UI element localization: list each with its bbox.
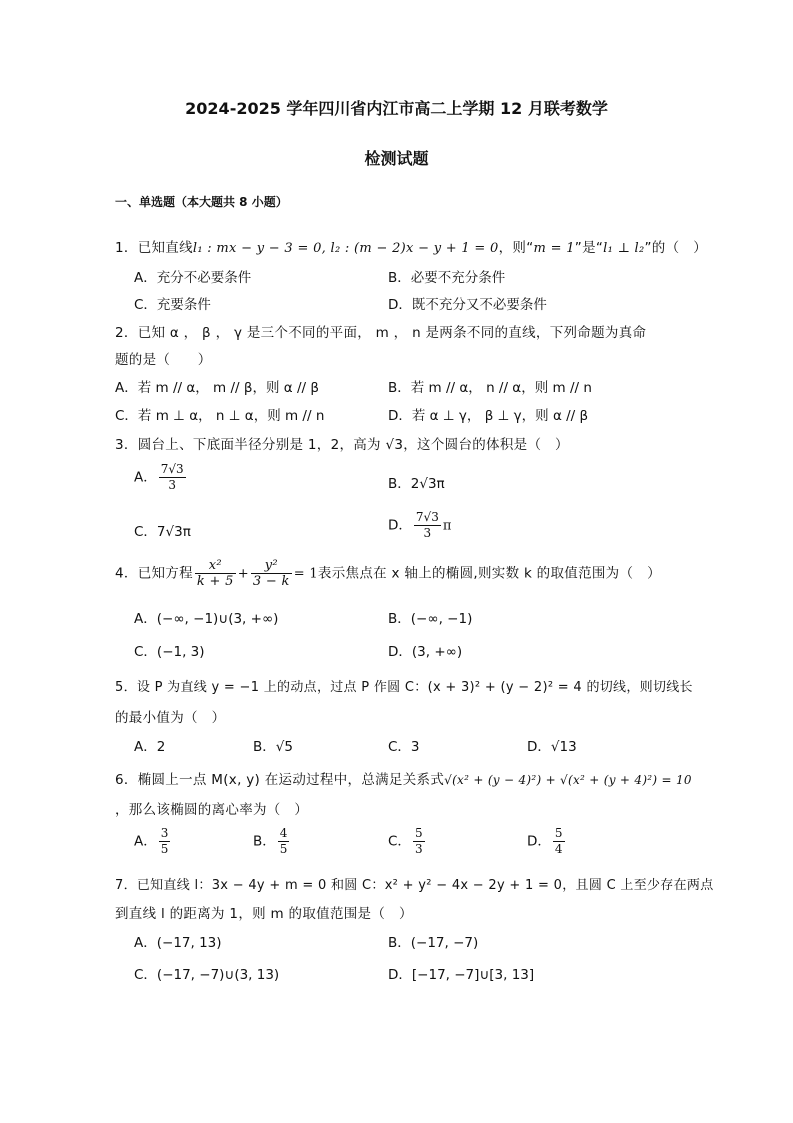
question-4-text-2: 表示焦点在 x 轴上的椭圆,则实数 k 的取值范围为（ ） [317,565,661,582]
question-6-option-b-label: B． [253,833,276,850]
question-3-option-d-label: D． [388,517,412,534]
question-5-line-1: 5．设 P 为直线 y = −1 上的动点，过点 P 作圆 C：(x + 3)² + (y − 2)² = 4 的切线，则切线长 [115,680,693,695]
question-6-line-1 [115,768,692,788]
question-6-option-c-num: 5 [414,826,423,840]
page-subtitle: 检测试题 [364,149,429,168]
question-7-option-c: C．(−17, −7)∪(3, 13) [134,967,280,983]
question-1-number: 1． [115,240,138,256]
question-3-option-c: C．7√3π [134,524,191,540]
question-6-option-d-label: D． [527,833,551,850]
question-1-text-3: ”是“ [574,240,604,256]
question-1-option-a: A．充分不必要条件 [134,270,252,286]
question-3-option-a-label: A． [134,469,157,486]
question-6-option-b [253,826,291,857]
question-7-option-b: B．(−17, −7) [388,935,479,951]
question-4-text-1: 4．已知方程 [115,565,193,582]
question-2-option-b: B．若 m // α， n // α，则 m // n [388,380,592,396]
question-4-fraction-x-den: k + 5 [196,574,234,589]
question-3-option-a [134,462,188,493]
question-5-option-c: C．3 [388,739,420,755]
question-5-option-d: D．√13 [527,739,577,755]
question-3-option-d-numerator: 7√3 [415,510,439,524]
question-4-fraction-y-den: 3 − k [252,574,290,589]
question-3-option-d-pi: π [442,518,452,534]
question-6-option-d-den: 4 [554,842,563,856]
question-3-text: 3．圆台上、下底面半径分别是 1，2，高为 √3，这个圆台的体积是（ ） [115,437,569,453]
question-6-line-2: ，那么该椭圆的离心率为（ ） [115,802,309,818]
question-3-option-b: B．2√3π [388,476,445,492]
question-3-option-a-numerator: 7√3 [160,462,184,476]
question-4-option-c: C．(−1, 3) [134,644,205,660]
question-4-option-d: D．(3, +∞) [388,644,463,660]
question-4-fraction-y [251,558,292,589]
question-6-option-d-fraction [553,826,565,857]
question-1-option-d: D．既不充分又不必要条件 [388,297,547,313]
question-6-option-a-num: 3 [160,826,169,840]
question-5-option-b: B．√5 [253,739,293,755]
question-6-option-b-den: 5 [279,842,288,856]
question-1-math-lines: l₁ : mx − y − 3 = 0, l₂ : (m − 2)x − y + 1 = 0 [192,241,499,256]
question-1-option-b: B．必要不充分条件 [388,270,506,286]
question-6-relation: √(x² + (y − 4)²) + √(x² + (y + 4)²) = 10 [444,773,692,787]
question-4-option-b: B．(−∞, −1) [388,611,473,627]
question-3-option-a-fraction [159,462,186,493]
question-5-line-2: 的最小值为（ ） [115,710,226,726]
question-2-option-a: A．若 m // α， m // β，则 α // β [115,380,319,396]
question-1 [115,236,707,256]
question-3-option-d-fraction [414,510,441,541]
question-2-option-d: D．若 α ⊥ γ， β ⊥ γ，则 α // β [388,408,589,424]
question-2-option-c: C．若 m ⊥ α， n ⊥ α，则 m // n [115,408,325,424]
question-1-math-perp: l₁ ⊥ l₂ [603,241,645,256]
question-3-option-a-denominator: 3 [168,478,177,492]
question-7-option-a: A．(−17, 13) [134,935,222,951]
question-6-option-a-label: A． [134,833,157,850]
question-1-option-c: C．充要条件 [134,297,211,313]
question-6-option-a-den: 5 [160,842,169,856]
question-4-equals: = 1 [293,566,318,582]
question-1-text: 已知直线 [137,240,193,256]
question-2-line-2: 题的是（ ） [115,352,212,368]
question-4-text [115,558,661,589]
question-5-option-a: A．2 [134,739,166,755]
question-1-math-m: m = 1 [533,241,575,256]
question-7-option-d: D．[−17, −7]∪[3, 13] [388,967,535,983]
page-title: 2024-2025 学年四川省内江市高二上学期 12 月联考数学 [185,99,608,118]
question-4-option-a: A．(−∞, −1)∪(3, +∞) [134,611,279,627]
question-4-plus: + [237,566,249,582]
question-4-fraction-x-num: x² [195,558,236,574]
question-6-option-c-fraction [413,826,425,857]
question-6-option-d [527,826,567,857]
question-6-option-c-den: 3 [414,842,423,856]
question-6-option-a-fraction [159,826,171,857]
question-6-text-1: 6．椭圆上一点 M(x, y) 在运动过程中，总满足关系式 [115,772,445,788]
question-6-option-c-label: C． [388,833,411,850]
question-6-option-b-fraction [278,826,290,857]
question-1-text-4: ”的（ ） [644,240,708,256]
question-3-option-d [388,510,451,541]
question-4-fraction-x [195,558,236,589]
question-1-text-2: ，则“ [498,240,534,256]
section-heading: 一、单选题（本大题共 8 小题） [115,195,288,209]
question-3-option-d-denominator: 3 [423,526,432,540]
question-7-line-1: 7．已知直线 l：3x − 4y + m = 0 和圆 C：x² + y² − 4x − 2y + 1 = 0，且圆 C 上至少存在两点 [115,878,714,893]
question-7-line-2: 到直线 l 的距离为 1，则 m 的取值范围是（ ） [115,906,413,922]
question-4-fraction-y-num: y² [251,558,292,574]
question-6-option-c [388,826,427,857]
question-6-option-a [134,826,172,857]
question-6-option-b-num: 4 [279,826,288,840]
question-6-option-d-num: 5 [554,826,563,840]
question-2-line-1: 2．已知 α ， β ， γ 是三个不同的平面， m ， n 是两条不同的直线，下列命题为真命 [115,325,647,341]
